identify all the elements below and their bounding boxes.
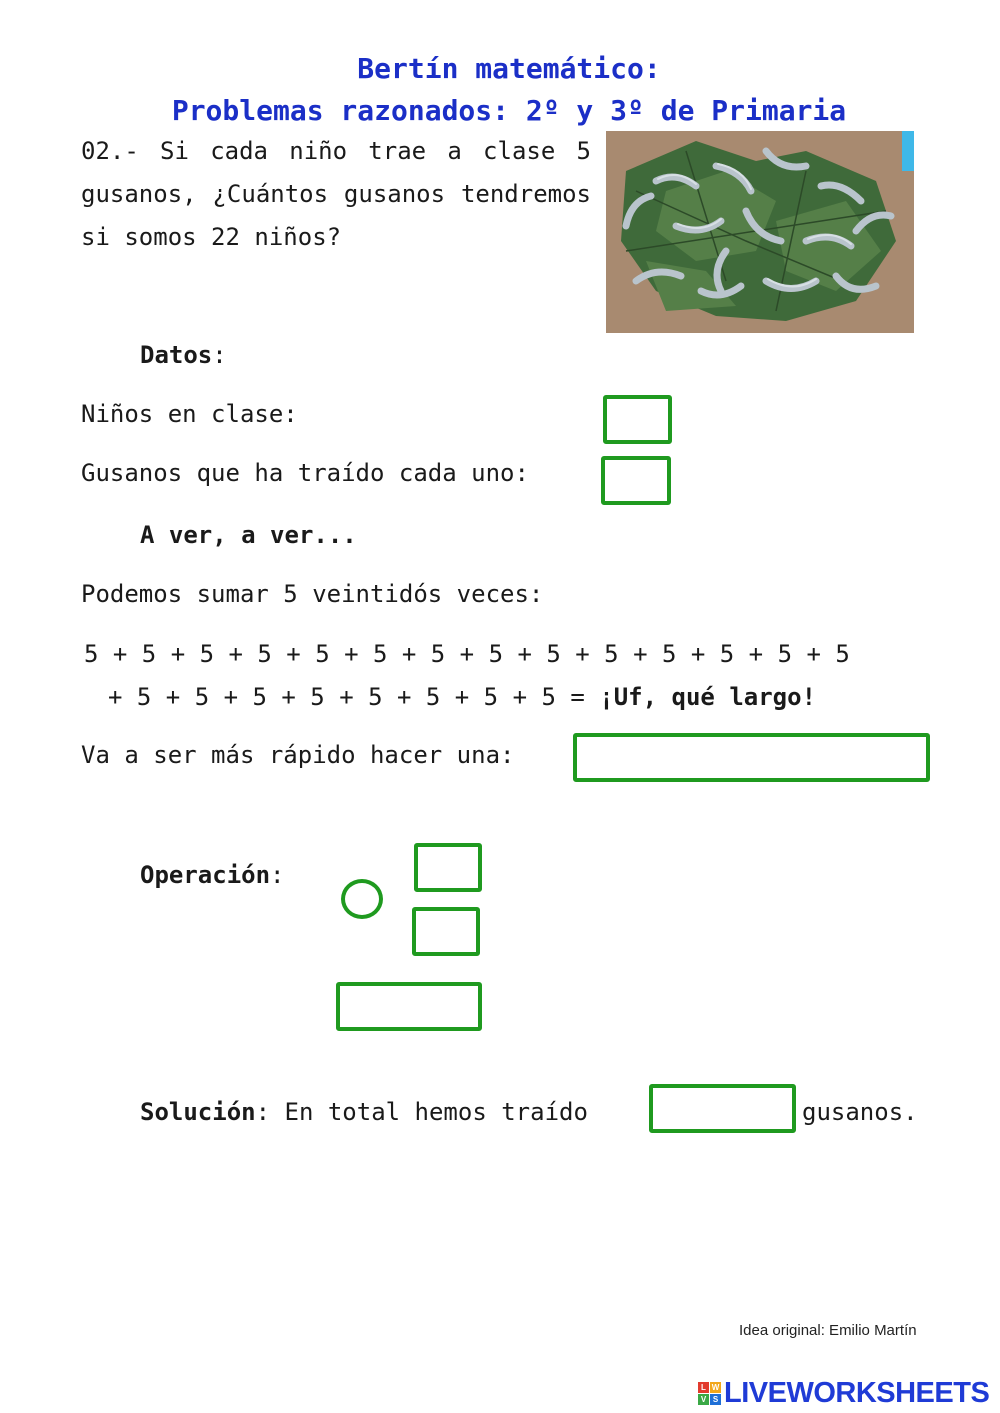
liveworksheets-logo[interactable] — [698, 1376, 989, 1410]
operand-2-answer-box[interactable] — [412, 907, 480, 956]
operator-answer-circle[interactable] — [341, 879, 383, 919]
datos-heading: Datos: — [140, 341, 227, 369]
gusanos-label: Gusanos que ha traído cada uno: — [81, 459, 529, 487]
ninos-label: Niños en clase: — [81, 400, 298, 428]
rapido-label: Va a ser más rápido hacer una: — [81, 741, 515, 769]
worksheet-subtitle: Problemas razonados: 2º y 3º de Primaria — [171, 94, 847, 127]
sum-line-1: 5 + 5 + 5 + 5 + 5 + 5 + 5 + 5 + 5 + 5 + 5 + 5 + 5 + 5 — [84, 640, 850, 668]
operand-1-answer-box[interactable] — [414, 843, 482, 892]
liveworksheets-brand-text: LIVEWORKSHEETS — [724, 1376, 990, 1409]
uf-exclamation: ¡Uf, qué largo! — [599, 683, 817, 711]
silkworms-on-leaves-icon — [606, 131, 914, 333]
sumar-line: Podemos sumar 5 veintidós veces: — [81, 580, 544, 608]
solucion-heading: Solución — [140, 1098, 256, 1126]
solucion-unit: gusanos. — [802, 1098, 918, 1126]
silkworms-photo — [606, 131, 914, 333]
sum-line-2: + 5 + 5 + 5 + 5 + 5 + 5 + 5 + 5 = ¡Uf, qué largo! — [108, 683, 817, 711]
author-credit: Idea original: Emilio Martín — [739, 1322, 917, 1339]
aver-heading: A ver, a ver... — [140, 521, 357, 549]
operacion-heading: Operación: — [140, 861, 285, 889]
gusanos-answer-box[interactable] — [601, 456, 671, 505]
problem-statement: 02.- Si cada niño trae a clase 5 gusanos, ¿Cuántos gusanos tendremos si somos 22 niños? — [81, 137, 591, 251]
result-answer-box[interactable] — [336, 982, 482, 1031]
solucion-line: Solución: En total hemos traído — [140, 1098, 588, 1126]
ninos-answer-box[interactable] — [603, 395, 672, 444]
solution-answer-box[interactable] — [649, 1084, 796, 1133]
liveworksheets-mark-icon: L W V S — [698, 1382, 721, 1405]
worksheet-title: Bertín matemático: — [357, 52, 661, 85]
operation-type-answer-box[interactable] — [573, 733, 930, 782]
